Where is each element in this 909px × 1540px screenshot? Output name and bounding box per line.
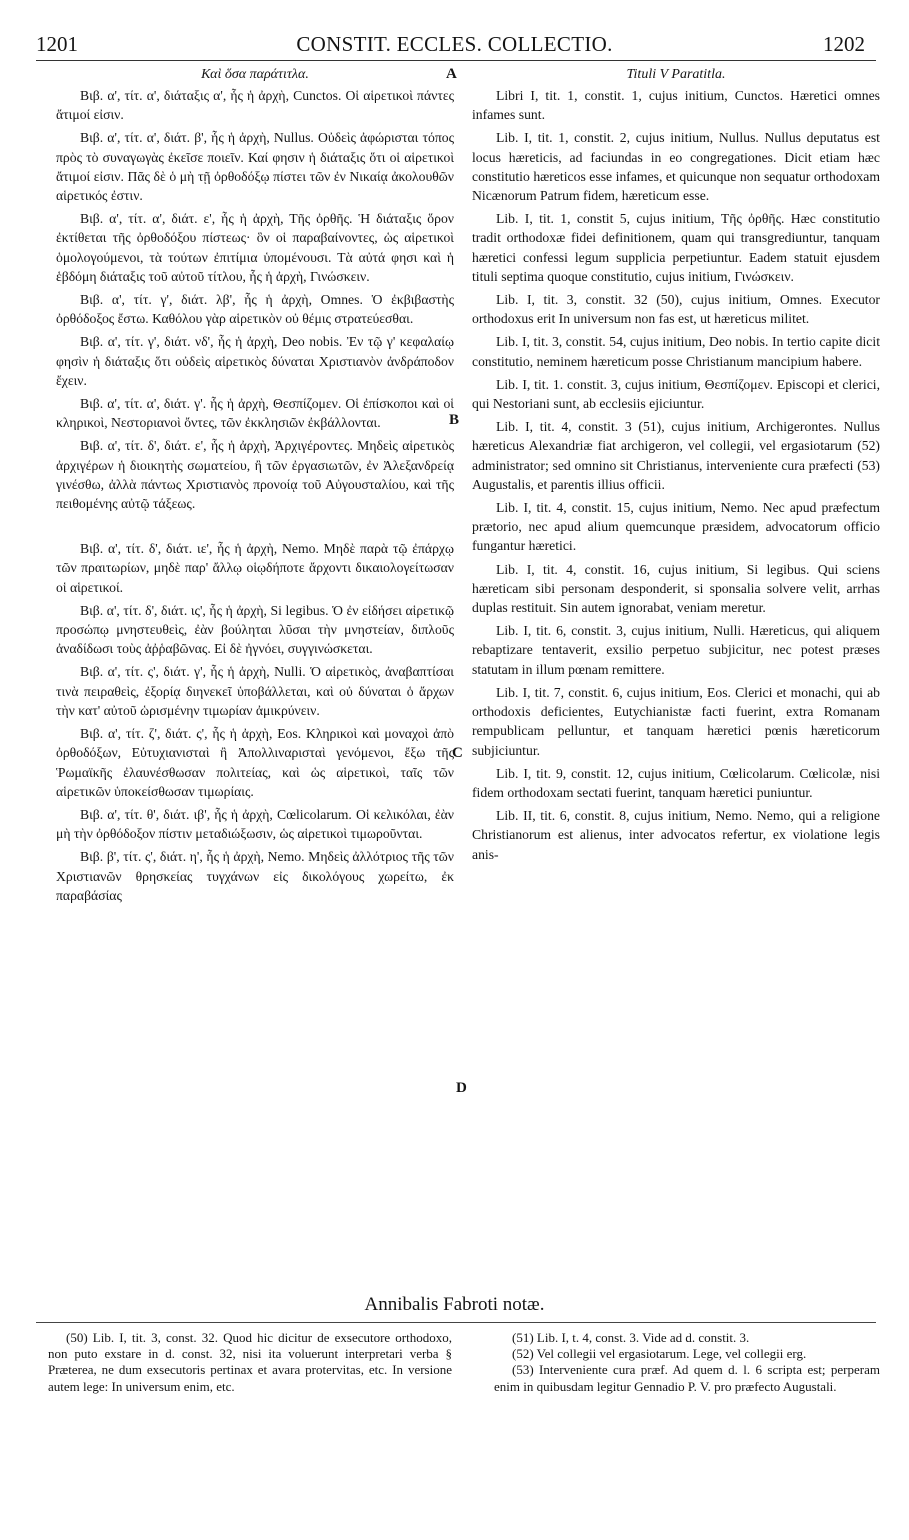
notes-left-column [48,1330,452,1395]
latin-paragraph: Lib. I, tit. 9, constit. 12, cujus initium, Cœlicolarum. Cœlicolæ, nisi fidem orthodoxam sectati fuerint, tanquam hæretici puniuntur. [472,765,880,800]
footnote: (51) Lib. I, t. 4, const. 3. Vide ad d. constit. 3. [512,1330,750,1345]
margin-mark-a: A [446,66,457,82]
latin-column-title: Tituli V Paratitla. [626,67,726,82]
latin-paragraph: Lib. I, tit. 4, constit. 15, cujus initium, Nemo. Nec apud præfectum prætorio, nec apud alium quemcunque præsidem, advocatorum officio fungantur hæretici. [472,500,880,554]
greek-column [56,64,454,909]
greek-paragraph: Βιβ. α', τίτ. δ', διάτ. ιε', ἧς ἡ ἀρχὴ, Nemo. Μηδὲ παρὰ τῷ ἐπάρχῳ τῶν πραιτωρίων, μηδὲ παρ' ἄλλῳ οἱῳδήποτε ἄρχοντι δικαιολογείτωσαν οἱ αἱρετικοί. [56,541,454,595]
latin-paragraph: Lib. II, tit. 6, constit. 8, cujus initium, Nemo. Nemo, qui a religione Christianorum est alienus, inter advocatos refertur, ex violatione legis anis- [472,808,880,862]
greek-paragraph: Βιβ. α', τίτ. ς', διάτ. γ', ἧς ἡ ἀρχὴ, Nulli. Ὁ αἱρετικὸς, ἀναβαπτίσαι τινὰ πειραθεὶς, ἐξορίᾳ διηνεκεῖ ὑποβάλλεται, καὶ οὐ δύναται ὁ ἄρχων τὴν κατ' αὐτοῦ ὡρισμένην τιμωρίαν ἀμικρύνειν. [56,664,454,718]
greek-paragraph: Βιβ. α', τίτ. α', διάταξις α', ἧς ἡ ἀρχὴ, Cunctos. Οἱ αἱρετικοὶ πάντες ἄτιμοί εἰσιν. [56,88,454,123]
running-title: CONSTIT. ECCLES. COLLECTIO. [296,32,613,56]
latin-paragraph: Lib. I, tit. 4, constit. 16, cujus initium, Si legibus. Qui sciens hæreticam sibi personam desponderit, si sponsalia solvere velit, arrhas duplas restituit. Sin autem ignorabat, veniam meretur. [472,561,880,616]
page-header [0,32,909,58]
latin-paragraph: Lib. I, tit. 4, constit. 3 (51), cujus initium, Archigerontes. Nullus hæreticus Alexandriæ fiat archigeron, vel collegii, vel ergasiotarum (52) administrator; sed omnino sit Christianus, interveniente cura præfecti (53) Augustalis, et parentis illius officii. [472,419,880,492]
latin-paragraph: Lib. I, tit. 1. constit. 3, cujus initium, Θεσπίζομεν. Episcopi et clerici, qui Nestoriani sunt, ab ecclesiis ejiciuntur. [472,376,880,412]
latin-paragraph: Lib. I, tit. 3, constit. 32 (50), cujus initium, Omnes. Executor orthodoxus erit In universum non fas est, ut hæreticus militet. [472,292,880,327]
margin-mark-d: D [456,1080,467,1096]
greek-paragraph: Βιβ. α', τίτ. δ', διάτ. ις', ἧς ἡ ἀρχὴ, Si legibus. Ὁ ἐν εἰδήσει αἱρετικῷ προσώπῳ μνηστευθεὶς, ἐὰν βούληται λῦσαι τὴν μνηστείαν, διπλοῦς ἀναδίδωσι τοὺς ἀῤῥαβῶνας. Εἰ δὲ ἠγνόει, συγγινώσκεται. [56,602,454,657]
latin-column [472,64,880,868]
notes-right-column [494,1330,880,1395]
notes-title: Annibalis Fabroti notæ. [364,1294,545,1315]
greek-paragraph: Βιβ. α', τίτ. γ', διάτ. νδ', ἧς ἡ ἀρχὴ, Deo nobis. Ἐν τῷ γ' κεφαλαίῳ φησὶν ἡ διάταξις ὅτι οὐδεὶς αἱρετικὸς δύναται Χριστιανὸν ἀνδράποδον ἔχειν. [56,334,454,388]
footnote: (50) Lib. I, tit. 3, const. 32. Quod hic dicitur de exsecutore orthodoxo, non puto exstare in d. const. 32, nisi ita voluerunt interpretari verba § Præterea, ne dum exsecutoris pertinax et avara protervitas, etc. In versione autem lege: In universum enim, etc. [48,1330,452,1394]
footnote: (52) Vel collegii vel ergasiotarum. Lege, vel collegii erg. [512,1346,807,1362]
greek-paragraph: Βιβ. α', τίτ. θ', διάτ. ιβ', ἧς ἡ ἀρχὴ, Cœlicolarum. Οἱ κελικόλαι, ἐὰν μὴ τὴν ὀρθόδοξον πίστιν μεταδιώξωσιν, ὡς αἱρετικοὶ τιμωροῦνται. [56,806,454,842]
latin-paragraph: Libri I, tit. 1, constit. 1, cujus initium, Cunctos. Hæretici omnes infames sunt. [472,88,880,123]
page-number-left: 1201 [36,32,78,56]
greek-paragraph: Βιβ. β', τίτ. ς', διάτ. η', ἧς ἡ ἀρχὴ, Nemo. Μηδεὶς ἀλλότριος τῆς τῶν Χριστιανῶν θρησκείας τυγχάνων εἰς δικολόγους χωρείτω, ἐκ παραβάσίας [56,849,454,903]
latin-paragraph: Lib. I, tit. 1, constit 5, cujus initium, Τῆς ὀρθῆς. Hæc constitutio tradit orthodoxæ fidei definitionem, quam qui transgrediuntur, tanquam hæretici confessi legum supplicia perpetiuntur. Eadem statuit ejusdem tituli septima quoque constitutio, cujus initium, Γινώσκειν. [472,211,880,284]
header-rule [36,60,876,61]
greek-paragraph: Βιβ. α', τίτ. α', διάτ. γ'. ἧς ἡ ἀρχὴ, Θεσπίζομεν. Οἱ ἐπίσκοποι καὶ οἱ κληρικοὶ, Νεστοριανοὶ ὄντες, τῶν ἐκκλησιῶν ἐκβάλλονται. [56,396,454,431]
greek-paragraph: Βιβ. α', τίτ. α', διάτ. β', ἧς ἡ ἀρχὴ, Nullus. Οὐδεὶς ἀφώρισται τόπος πρὸς τὸ συναγωγὰς ἐκεῖσε ποιεῖν. Καί φησιν ἡ διάταξις ὅτι οἱ αἱρετικοὶ ἄτιμοί εἰσιν. Πᾶς δὲ ὁ μὴ τῇ ὀρθοδόξῳ πίστει τῶν ἐν Νικαίᾳ ἀκολουθῶν αἱρετικός ἐστιν. [56,130,454,204]
footnote: (53) Interveniente cura præf. Ad quem d. l. 6 scripta est; perperam enim in quibusdam legitur Gennadio P. V. pro præfecto Augustali. [494,1362,880,1394]
greek-paragraph: Βιβ. α', τίτ. ζ', διάτ. ς', ἧς ἡ ἀρχὴ, Eos. Κληρικοὶ καὶ μοναχοὶ ἀπὸ ὀρθοδόξων, Εὐτυχιανισταὶ ἢ Ἀπολλιναρισταὶ γενόμενοι, ἔξω τῆς Ῥωμαϊκῆς ἐλαυνέσθωσαν πολιτείας, καὶ ὡς αἱρετικοὶ, ταῖς τῶν αἱρετικῶν ὑποκείσθωσαν τιμωρίαις. [56,726,454,799]
latin-paragraph: Lib. I, tit. 1, constit. 2, cujus initium, Nullus. Nullus deputatus est locus hæreticis, ad faciundas in eo congregationes. Dicit etiam hæc constitutio hæreticos esse infames, et quicunque non sequatur orthodoxam Nicænorum Patrum fidem, hæreticum esse. [472,130,880,204]
greek-column-title: Καὶ ὅσα παράτιτλα. [201,67,309,82]
latin-paragraph: Lib. I, tit. 3, constit. 54, cujus initium, Deo nobis. In tertio capite dicit constitutio, neminem hæreticum posse Christianum mancipium habere. [472,334,880,369]
latin-paragraph: Lib. I, tit. 7, constit. 6, cujus initium, Eos. Clerici et monachi, qui ab orthodoxis deficientes, Eutychianistæ facti fuerint, extra Romanam rempublicam pelluntur, et tanquam hæretici pœnis hæreticorum subjiciuntur. [472,684,880,758]
greek-paragraph: Βιβ. α', τίτ. α', διάτ. ε', ἧς ἡ ἀρχὴ, Τῆς ὀρθῆς. Ἡ διάταξις ὅρον ἐκτίθεται τῆς ὀρθοδόξου πίστεως· ὃν οἱ παραβαίνοντες, ὡς αἱρετικοὶ ὁμολογούμενοι, τὰ τούτων ἐπιτίμια ὑπομένουσι. Τὰ αὐτά φησι καὶ ἡ ἑβδόμη διάταξις τοῦ αὐτοῦ τίτλου, ἧς ἡ ἀρχὴ, Γινώσκειν. [56,211,454,284]
notes-rule [36,1322,876,1323]
margin-mark-c: C [452,745,463,761]
page-number-right: 1202 [823,32,865,56]
greek-paragraph: Βιβ. α', τίτ. γ', διάτ. λβ', ἧς ἡ ἀρχὴ, Omnes. Ὁ ἐκβιβαστὴς ὀρθόδοξος ἔστω. Καθόλου γὰρ αἱρετικὸν οὐ θέμις στρατεύεσθαι. [56,292,454,327]
latin-paragraph: Lib. I, tit. 6, constit. 3, cujus initium, Nulli. Hæreticus, qui aliquem rebaptizare tentaverit, exsilio perpetuo subjicitur, nec potest præses statutam in illum pœnam remittere. [472,623,880,677]
margin-mark-b: B [449,412,460,428]
greek-paragraph: Βιβ. α', τίτ. δ', διάτ. ε', ἧς ἡ ἀρχὴ, Ἀρχιγέροντες. Μηδεὶς αἱρετικὸς ἀρχιγέρων ἡ διοικητὴς σωματείου, ἢ τῶν ἐργασιωτῶν, ἐν Ἀλεξανδρείᾳ γινέσθω, ἀλλὰ πάντως Χριστιανὸς προνοίᾳ τοῦ Αὐγουσταλίου, καὶ τῆς πειθομένης αὐτῷ τάξεως. [56,438,454,512]
